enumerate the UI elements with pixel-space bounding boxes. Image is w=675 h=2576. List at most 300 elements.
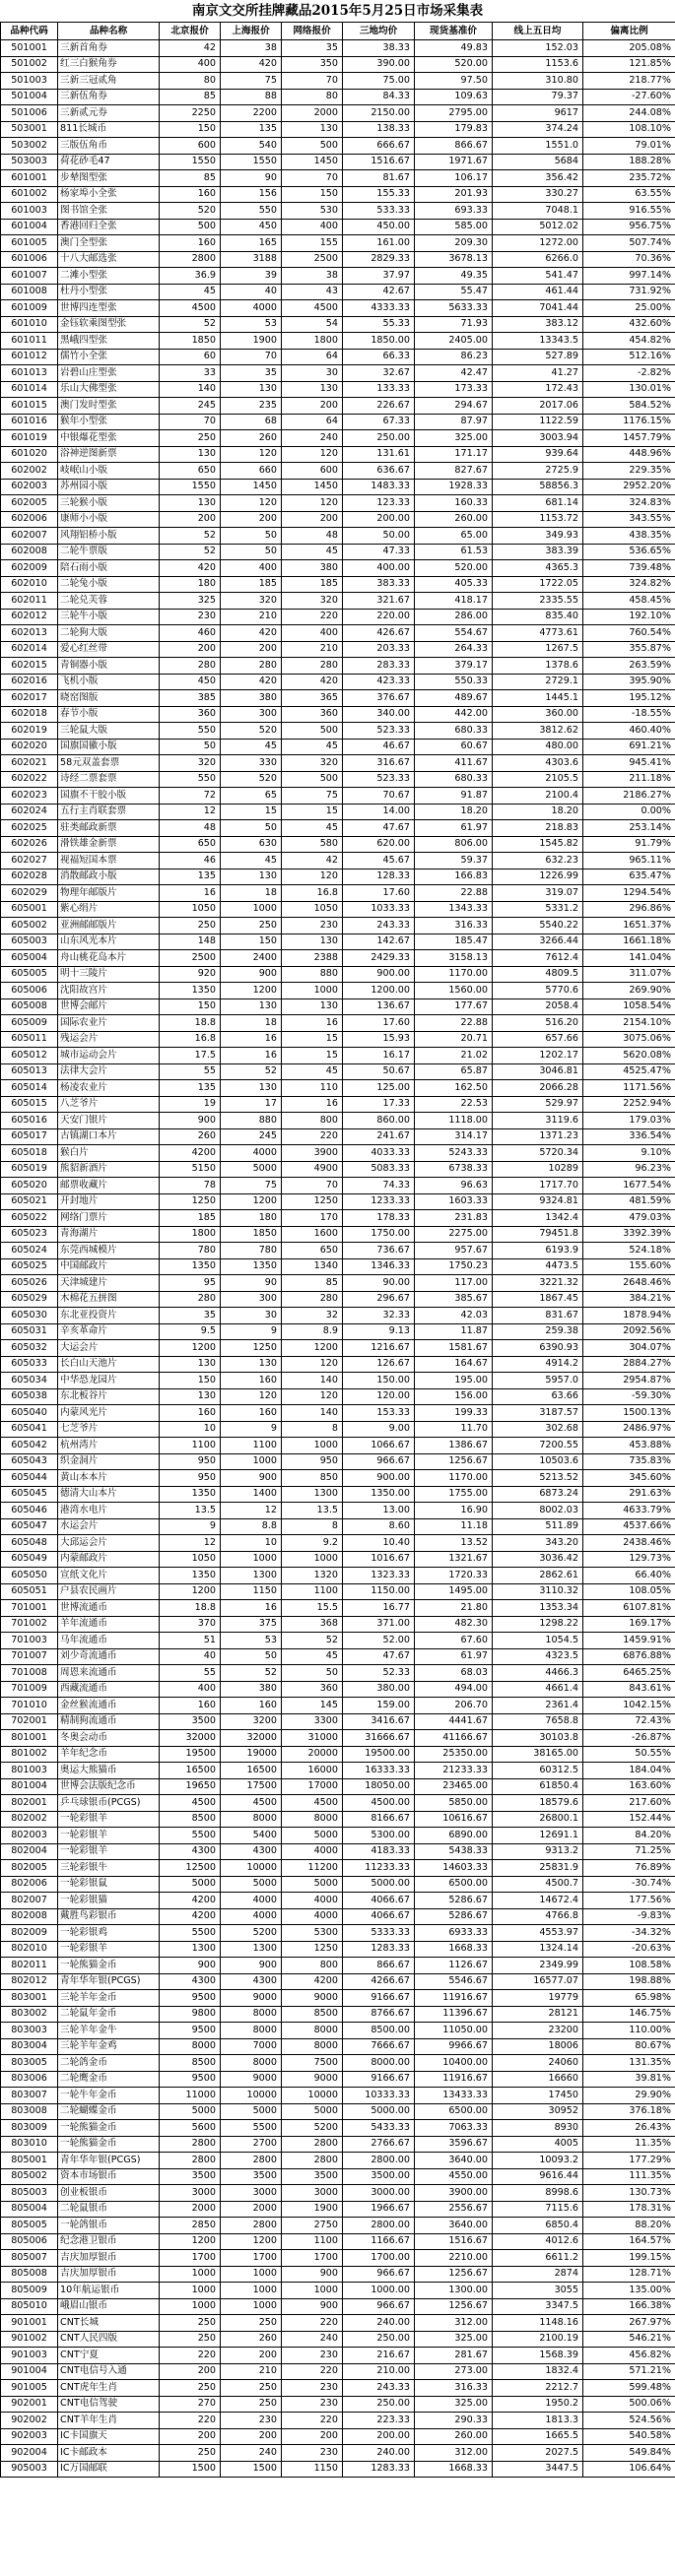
cell-fiveday: 4473.5	[493, 1258, 583, 1275]
cell-beijing: 4200	[160, 1893, 221, 1909]
cell-name: 三轮羊年金币	[58, 1990, 160, 2007]
cell-online: 320	[282, 593, 343, 610]
cell-online: 8	[282, 1421, 343, 1438]
cell-deviation: 481.59%	[583, 1193, 675, 1210]
cell-deviation: 1176.15%	[583, 414, 675, 430]
cell-benchmark: 482.30	[415, 1616, 493, 1633]
cell-deviation: 2648.46%	[583, 1275, 675, 1292]
cell-avg: 426.67	[343, 625, 415, 642]
table-row	[1, 333, 675, 350]
cell-fiveday: 1122.59	[493, 414, 583, 430]
cell-fiveday: 3447.5	[493, 2461, 583, 2478]
cell-deviation: 3075.06%	[583, 1031, 675, 1048]
cell-name: 58元双盖套票	[58, 755, 160, 772]
cell-benchmark: 22.88	[415, 885, 493, 902]
cell-deviation: 199.15%	[583, 2250, 675, 2267]
cell-fiveday: 7115.6	[493, 2201, 583, 2218]
cell-fiveday: 7200.55	[493, 1438, 583, 1454]
cell-benchmark: 16.90	[415, 1503, 493, 1519]
cell-benchmark: 1928.33	[415, 479, 493, 495]
cell-fiveday: 30103.8	[493, 1730, 583, 1747]
cell-beijing: 2800	[160, 2153, 221, 2169]
cell-beijing: 9800	[160, 2006, 221, 2023]
cell-fiveday: 1545.82	[493, 836, 583, 853]
cell-deviation: 438.35%	[583, 528, 675, 545]
cell-deviation: 0.00%	[583, 804, 675, 820]
cell-name: 二轮兔小版	[58, 576, 160, 593]
table-row	[1, 885, 675, 902]
cell-shanghai: 17	[221, 1096, 282, 1113]
cell-fiveday: 172.43	[493, 381, 583, 398]
cell-shanghai: 135	[221, 121, 282, 138]
cell-name: 五行主肖联套票	[58, 804, 160, 820]
table-row	[1, 1893, 675, 1909]
cell-shanghai: 150	[221, 934, 282, 950]
cell-shanghai: 1000	[221, 2298, 282, 2315]
table-row	[1, 1713, 675, 1730]
table-row	[1, 1421, 675, 1438]
cell-benchmark: 164.67	[415, 1356, 493, 1373]
cell-code: 602014	[1, 641, 58, 658]
cell-code: 801004	[1, 1778, 58, 1795]
cell-shanghai: 3188	[221, 251, 282, 268]
cell-benchmark: 1720.33	[415, 1568, 493, 1584]
cell-benchmark: 314.17	[415, 1128, 493, 1145]
cell-deviation: 540.58%	[583, 2428, 675, 2445]
cell-code: 702001	[1, 1713, 58, 1730]
cell-shanghai: 230	[221, 2413, 282, 2429]
cell-shanghai: 1000	[221, 2283, 282, 2299]
cell-code: 503001	[1, 121, 58, 138]
table-row	[1, 446, 675, 463]
cell-online: 230	[282, 2380, 343, 2397]
table-row	[1, 1763, 675, 1779]
cell-online: 280	[282, 658, 343, 675]
cell-beijing: 320	[160, 755, 221, 772]
cell-benchmark: 1581.67	[415, 1340, 493, 1357]
cell-name: 步辇图型张	[58, 170, 160, 187]
cell-fiveday: 218.83	[493, 820, 583, 837]
cell-avg: 84.33	[343, 89, 415, 105]
cell-beijing: 19650	[160, 1778, 221, 1795]
cell-avg: 1346.33	[343, 1258, 415, 1275]
cell-fiveday: 2361.4	[493, 1698, 583, 1714]
cell-fiveday: 25831.9	[493, 1860, 583, 1877]
cell-deviation: 507.74%	[583, 235, 675, 252]
cell-online: 500	[282, 723, 343, 740]
cell-shanghai: 2200	[221, 105, 282, 122]
cell-deviation: 253.14%	[583, 820, 675, 837]
cell-deviation: 456.82%	[583, 2348, 675, 2364]
cell-beijing: 16.8	[160, 1031, 221, 1048]
cell-code: 605023	[1, 1226, 58, 1243]
cell-avg: 1166.67	[343, 2233, 415, 2250]
cell-shanghai: 9	[221, 1421, 282, 1438]
cell-deviation: 164.57%	[583, 2233, 675, 2250]
table-row	[1, 2168, 675, 2185]
table-row	[1, 1145, 675, 1162]
cell-code: 602025	[1, 820, 58, 837]
cell-benchmark: 61.97	[415, 820, 493, 837]
cell-name: 七芝爷片	[58, 1421, 160, 1438]
cell-name: 中国邮政片	[58, 1258, 160, 1275]
cell-online: 120	[282, 1356, 343, 1373]
cell-shanghai: 250	[221, 2315, 282, 2332]
cell-fiveday: 374.24	[493, 121, 583, 138]
table-row	[1, 105, 675, 122]
cell-name: 陪石雨小版	[58, 560, 160, 577]
cell-avg: 16.17	[343, 1048, 415, 1064]
cell-code: 802008	[1, 1908, 58, 1925]
cell-code: 501001	[1, 40, 58, 57]
cell-benchmark: 520.00	[415, 560, 493, 577]
cell-beijing: 150	[160, 121, 221, 138]
cell-code: 605009	[1, 1015, 58, 1032]
cell-beijing: 148	[160, 934, 221, 950]
cell-deviation: 135.00%	[583, 2283, 675, 2299]
cell-name: 青海湖片	[58, 1226, 160, 1243]
cell-online: 500	[282, 771, 343, 788]
cell-deviation: 2092.56%	[583, 1323, 675, 1340]
cell-online: 64	[282, 349, 343, 365]
cell-code: 605013	[1, 1063, 58, 1080]
cell-deviation: 536.65%	[583, 544, 675, 560]
cell-benchmark: 2210.00	[415, 2250, 493, 2267]
cell-beijing: 1800	[160, 1226, 221, 1243]
cell-shanghai: 1300	[221, 1941, 282, 1958]
cell-fiveday: 1717.70	[493, 1178, 583, 1194]
cell-fiveday: 16660	[493, 2071, 583, 2088]
cell-benchmark: 10616.67	[415, 1811, 493, 1828]
cell-beijing: 900	[160, 1113, 221, 1129]
cell-beijing: 950	[160, 1470, 221, 1487]
cell-beijing: 8000	[160, 2038, 221, 2055]
cell-deviation: 2884.27%	[583, 1356, 675, 1373]
cell-online: 8.9	[282, 1323, 343, 1340]
cell-avg: 216.67	[343, 2348, 415, 2364]
cell-code: 605019	[1, 1161, 58, 1178]
cell-beijing: 250	[160, 2380, 221, 2397]
cell-name: 岩碧山庄型张	[58, 365, 160, 382]
cell-beijing: 780	[160, 1243, 221, 1259]
cell-beijing: 45	[160, 284, 221, 300]
cell-code: 602010	[1, 576, 58, 593]
cell-fiveday: 24060	[493, 2055, 583, 2072]
table-row	[1, 1583, 675, 1600]
cell-beijing: 650	[160, 836, 221, 853]
cell-benchmark: 520.00	[415, 56, 493, 73]
cell-name: 东北板谷片	[58, 1388, 160, 1405]
cell-online: 1000	[282, 983, 343, 999]
cell-shanghai: 520	[221, 771, 282, 788]
cell-code: 602007	[1, 528, 58, 545]
table-row	[1, 625, 675, 642]
cell-fiveday: 529.97	[493, 1096, 583, 1113]
cell-benchmark: 171.17	[415, 446, 493, 463]
cell-avg: 2429.33	[343, 950, 415, 967]
table-row	[1, 2185, 675, 2202]
cell-avg: 120.00	[343, 1388, 415, 1405]
cell-name: 杨家埠小全张	[58, 186, 160, 203]
cell-name: 国旗不干胶小版	[58, 788, 160, 805]
table-row	[1, 1308, 675, 1324]
cell-fiveday: 10289	[493, 1161, 583, 1178]
cell-shanghai: 16	[221, 1048, 282, 1064]
cell-deviation: 39.81%	[583, 2071, 675, 2088]
cell-shanghai: 250	[221, 918, 282, 934]
cell-benchmark: 411.67	[415, 755, 493, 772]
cell-benchmark: 173.33	[415, 381, 493, 398]
cell-beijing: 55	[160, 1665, 221, 1682]
cell-online: 15	[282, 1048, 343, 1064]
cell-online: 120	[282, 495, 343, 512]
table-row	[1, 966, 675, 983]
cell-shanghai: 300	[221, 706, 282, 723]
cell-name: 刘少奇流通币	[58, 1648, 160, 1665]
cell-benchmark: 3900.00	[415, 2185, 493, 2202]
cell-deviation: 760.54%	[583, 625, 675, 642]
cell-avg: 3500.00	[343, 2168, 415, 2185]
cell-benchmark: 379.17	[415, 658, 493, 675]
cell-benchmark: 693.33	[415, 203, 493, 220]
cell-benchmark: 3596.67	[415, 2136, 493, 2153]
cell-avg: 46.67	[343, 739, 415, 755]
cell-deviation: 546.21%	[583, 2331, 675, 2348]
cell-name: 二轮牛票版	[58, 544, 160, 560]
cell-fiveday: 3347.5	[493, 2298, 583, 2315]
cell-online: 185	[282, 576, 343, 593]
cell-name: 乒乓球银币(PCGS)	[58, 1795, 160, 1812]
cell-code: 805002	[1, 2168, 58, 2185]
cell-deviation: 166.38%	[583, 2298, 675, 2315]
cell-online: 2500	[282, 251, 343, 268]
cell-deviation: -2.82%	[583, 365, 675, 382]
cell-fiveday: 4323.5	[493, 1648, 583, 1665]
cell-online: 130	[282, 121, 343, 138]
cell-deviation: 205.08%	[583, 40, 675, 57]
cell-shanghai: 50	[221, 820, 282, 837]
cell-avg: 126.67	[343, 1356, 415, 1373]
cell-benchmark: 91.87	[415, 788, 493, 805]
cell-fiveday: 6850.4	[493, 2218, 583, 2234]
cell-beijing: 250	[160, 918, 221, 934]
cell-code: 802007	[1, 1893, 58, 1909]
cell-deviation: 296.86%	[583, 901, 675, 918]
cell-avg: 3416.67	[343, 1713, 415, 1730]
cell-online: 10000	[282, 2088, 343, 2104]
cell-name: 辛亥革命片	[58, 1323, 160, 1340]
table-row	[1, 560, 675, 577]
cell-code: 901005	[1, 2380, 58, 2397]
cell-beijing: 55	[160, 1063, 221, 1080]
cell-fiveday: 9313.2	[493, 1843, 583, 1860]
cell-name: CNT虎年生肖	[58, 2380, 160, 2397]
table-row	[1, 739, 675, 755]
cell-beijing: 13.5	[160, 1503, 221, 1519]
cell-code: 601006	[1, 251, 58, 268]
cell-avg: 4183.33	[343, 1843, 415, 1860]
cell-shanghai: 375	[221, 1616, 282, 1633]
cell-online: 1320	[282, 1568, 343, 1584]
cell-code: 605029	[1, 1291, 58, 1308]
cell-fiveday: 1298.22	[493, 1616, 583, 1633]
table-row	[1, 901, 675, 918]
cell-online: 1450	[282, 154, 343, 170]
cell-code: 605032	[1, 1340, 58, 1357]
cell-code: 605050	[1, 1568, 58, 1584]
cell-deviation: 192.10%	[583, 609, 675, 625]
cell-name: 城市运动会片	[58, 1048, 160, 1064]
cell-code: 605042	[1, 1438, 58, 1454]
cell-shanghai: 160	[221, 1698, 282, 1714]
cell-benchmark: 3678.13	[415, 251, 493, 268]
header-name: 品种名称	[58, 23, 160, 40]
cell-online: 900	[282, 2266, 343, 2283]
cell-deviation: 244.08%	[583, 105, 675, 122]
table-row	[1, 1048, 675, 1064]
cell-code: 605021	[1, 1193, 58, 1210]
cell-shanghai: 1400	[221, 1486, 282, 1503]
cell-code: 701002	[1, 1616, 58, 1633]
cell-fiveday: 19779	[493, 1990, 583, 2007]
table-row	[1, 316, 675, 333]
cell-shanghai: 185	[221, 576, 282, 593]
cell-shanghai: 200	[221, 511, 282, 528]
cell-online: 210	[282, 641, 343, 658]
cell-avg: 1516.67	[343, 154, 415, 170]
cell-deviation: 735.83%	[583, 1453, 675, 1470]
table-row	[1, 1730, 675, 1747]
table-row	[1, 2038, 675, 2055]
cell-code: 802005	[1, 1860, 58, 1877]
cell-avg: 31666.67	[343, 1730, 415, 1747]
cell-beijing: 17.5	[160, 1048, 221, 1064]
cell-name: 东莞西城模片	[58, 1243, 160, 1259]
cell-beijing: 280	[160, 658, 221, 675]
cell-beijing: 550	[160, 771, 221, 788]
cell-name: 风翔铝桥小版	[58, 528, 160, 545]
cell-fiveday: 3187.57	[493, 1405, 583, 1422]
cell-shanghai: 130	[221, 381, 282, 398]
cell-beijing: 1550	[160, 154, 221, 170]
cell-beijing: 1350	[160, 983, 221, 999]
cell-fiveday: 4005	[493, 2136, 583, 2153]
cell-shanghai: 45	[221, 853, 282, 869]
cell-benchmark: 2405.00	[415, 333, 493, 350]
cell-name: 二轮鹰金币	[58, 2071, 160, 2088]
cell-shanghai: 550	[221, 203, 282, 220]
table-row	[1, 1648, 675, 1665]
cell-beijing: 4500	[160, 1795, 221, 1812]
table-row	[1, 1908, 675, 1925]
table-row	[1, 398, 675, 415]
cell-online: 32	[282, 1308, 343, 1324]
cell-deviation: 691.21%	[583, 739, 675, 755]
cell-deviation: 88.20%	[583, 2218, 675, 2234]
cell-code: 605014	[1, 1080, 58, 1097]
table-row	[1, 2153, 675, 2169]
cell-deviation: 267.97%	[583, 2315, 675, 2332]
cell-deviation: 29.90%	[583, 2088, 675, 2104]
cell-benchmark: 260.00	[415, 511, 493, 528]
cell-fiveday: 30952	[493, 2103, 583, 2120]
cell-beijing: 250	[160, 2315, 221, 2332]
cell-deviation: 635.47%	[583, 869, 675, 885]
cell-deviation: 291.63%	[583, 1486, 675, 1503]
cell-beijing: 11000	[160, 2088, 221, 2104]
cell-deviation: -34.32%	[583, 1925, 675, 1942]
cell-avg: 5000.00	[343, 2103, 415, 2120]
cell-benchmark: 59.37	[415, 853, 493, 869]
cell-name: 长白山天池片	[58, 1356, 160, 1373]
cell-fiveday: 5331.2	[493, 901, 583, 918]
cell-avg: 900.00	[343, 1470, 415, 1487]
cell-code: 601008	[1, 284, 58, 300]
cell-name: 网络门票片	[58, 1210, 160, 1227]
cell-avg: 2800.00	[343, 2153, 415, 2169]
cell-benchmark: 5286.67	[415, 1893, 493, 1909]
cell-name: 奥运大熊猫币	[58, 1763, 160, 1779]
cell-deviation: 50.55%	[583, 1746, 675, 1763]
cell-avg: 8166.67	[343, 1811, 415, 1828]
cell-beijing: 1200	[160, 1340, 221, 1357]
cell-shanghai: 8000	[221, 2023, 282, 2039]
cell-online: 75	[282, 788, 343, 805]
cell-deviation: 70.36%	[583, 251, 675, 268]
cell-benchmark: 11.87	[415, 1323, 493, 1340]
cell-fiveday: 1950.2	[493, 2396, 583, 2413]
cell-name: 熊貂新酒片	[58, 1161, 160, 1178]
cell-beijing: 2850	[160, 2218, 221, 2234]
table-row	[1, 1503, 675, 1519]
cell-avg: 223.33	[343, 2413, 415, 2429]
cell-benchmark: 6890.00	[415, 1828, 493, 1844]
cell-code: 803008	[1, 2103, 58, 2120]
cell-fiveday: 2058.4	[493, 998, 583, 1015]
cell-code: 601016	[1, 414, 58, 430]
cell-fiveday: 310.80	[493, 73, 583, 90]
header-deviation: 偏离比例	[583, 23, 675, 40]
cell-beijing: 10	[160, 1421, 221, 1438]
cell-benchmark: 866.67	[415, 138, 493, 155]
cell-code: 602018	[1, 706, 58, 723]
cell-fiveday: 835.40	[493, 609, 583, 625]
cell-shanghai: 280	[221, 658, 282, 675]
cell-online: 880	[282, 966, 343, 983]
cell-shanghai: 300	[221, 1291, 282, 1308]
cell-deviation: 217.60%	[583, 1795, 675, 1812]
cell-beijing: 2800	[160, 2136, 221, 2153]
cell-beijing: 260	[160, 1128, 221, 1145]
cell-fiveday: 349.93	[493, 528, 583, 545]
cell-name: 古镇湖口本片	[58, 1128, 160, 1145]
cell-fiveday: 6193.9	[493, 1243, 583, 1259]
cell-benchmark: 199.33	[415, 1405, 493, 1422]
cell-beijing: 72	[160, 788, 221, 805]
cell-shanghai: 9	[221, 1323, 282, 1340]
cell-online: 20000	[282, 1746, 343, 1763]
cell-benchmark: 1256.67	[415, 1453, 493, 1470]
cell-code: 802006	[1, 1876, 58, 1893]
cell-deviation: 1651.37%	[583, 918, 675, 934]
cell-beijing: 36.9	[160, 268, 221, 285]
cell-shanghai: 1000	[221, 1453, 282, 1470]
cell-code: 605049	[1, 1551, 58, 1568]
cell-shanghai: 520	[221, 723, 282, 740]
cell-online: 4500	[282, 300, 343, 317]
cell-name: 青铜器小版	[58, 658, 160, 675]
cell-online: 2750	[282, 2218, 343, 2234]
